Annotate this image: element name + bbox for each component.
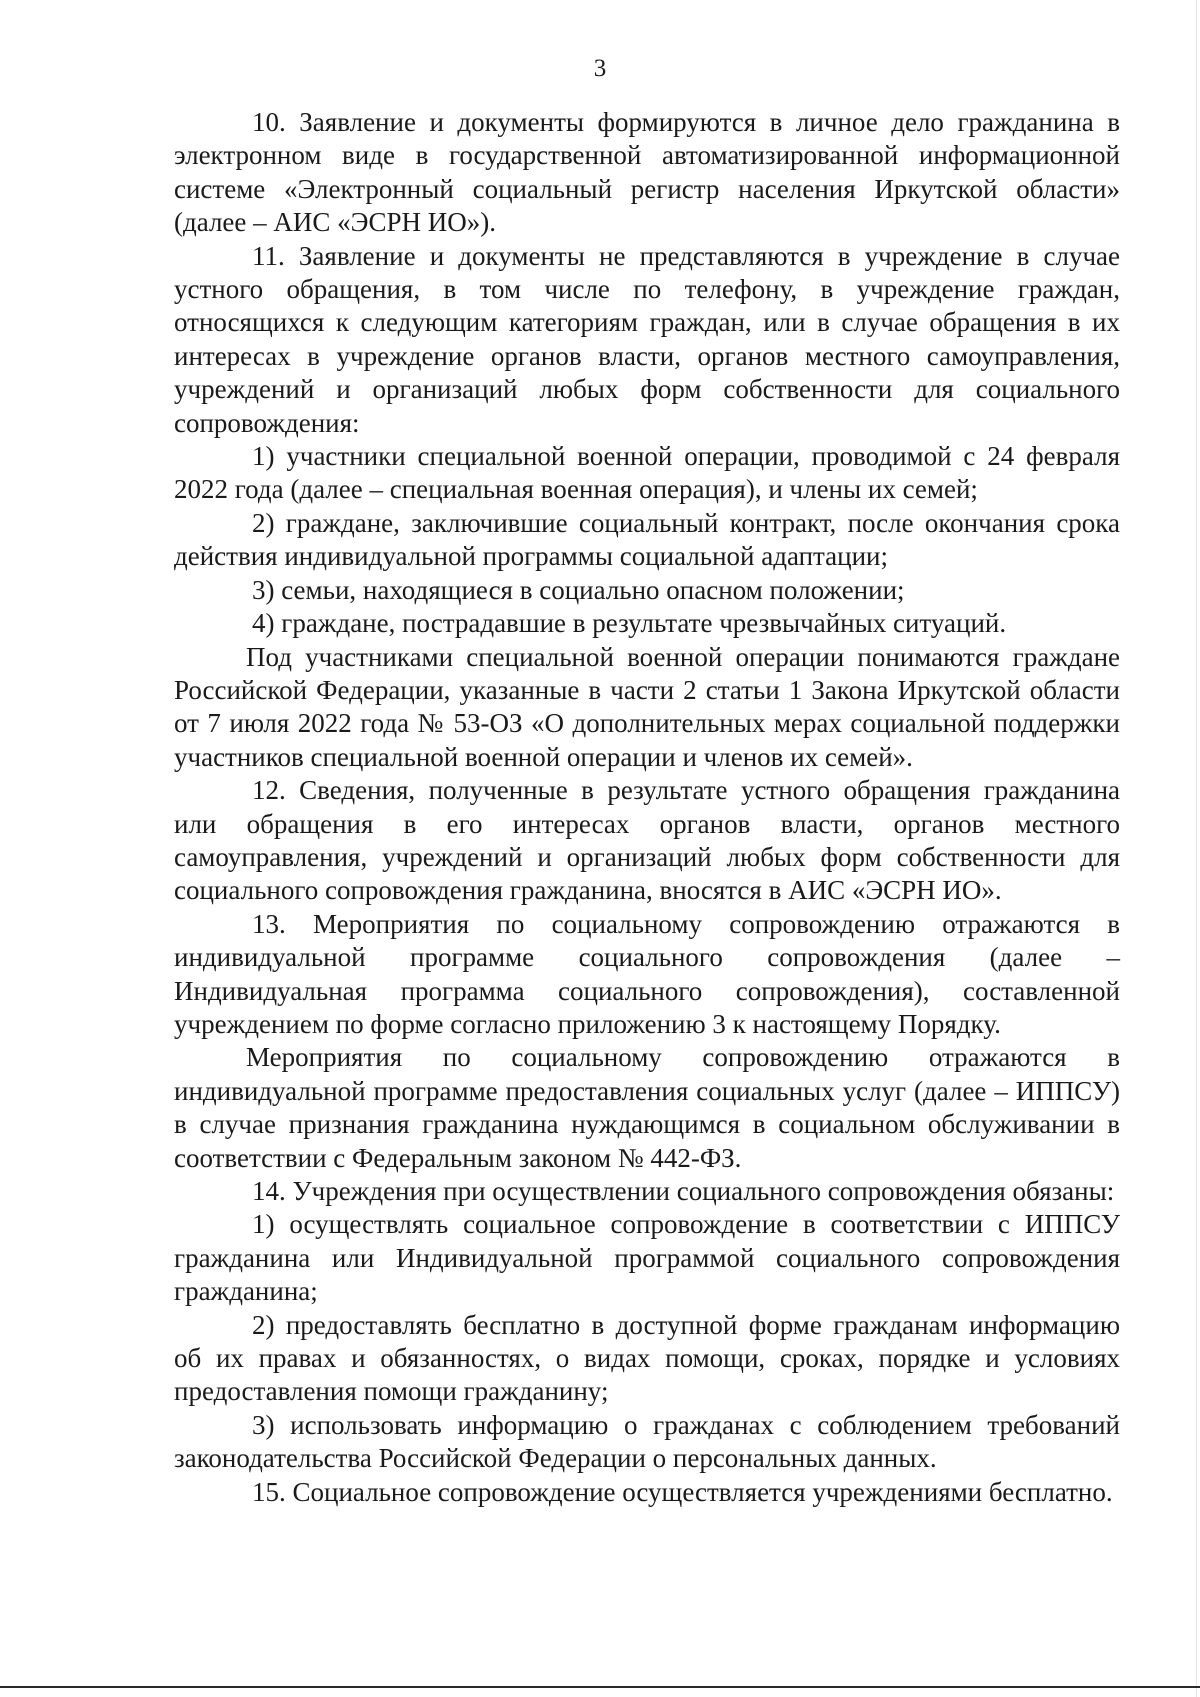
list-item-11-1: 1) участники специальной военной операции, проводимой с 24 февраля 2022 года (далее – специальная военная операция), и члены их семей;	[174, 441, 1120, 505]
list-item-14-1: 1) осуществлять социальное сопровождение в соответствии с ИППСУ гражданина или Индивидуальной программой социального сопровождения гражданина;	[174, 1209, 1120, 1307]
document-body	[174, 106, 1120, 1509]
list-item-11-3: 3) семьи, находящиеся в социально опасном положении;	[252, 574, 905, 605]
paragraph-12: 12. Сведения, полученные в результате устного обращения гражданина или обращения в его интересах органов власти, органов местного самоуправления, учреждений и организаций любых форм собственности для социального сопровождения гражданина, вносятся в АИС «ЭСРН ИО».	[174, 775, 1120, 906]
paragraph-15: 15. Социальное сопровождение осуществляется учреждениями бесплатно.	[252, 1476, 1113, 1507]
scan-bottom-line	[0, 1686, 1200, 1688]
list-item-14-2: 2) предоставлять бесплатно в доступной форме гражданам информацию об их правах и обязанностях, о видах помощи, сроках, порядке и условиях предоставления помощи гражданину;	[174, 1309, 1120, 1407]
list-item-11-4: 4) граждане, пострадавшие в результате чрезвычайных ситуаций.	[252, 608, 1007, 639]
paragraph-14: 14. Учреждения при осуществлении социального сопровождения обязаны:	[252, 1176, 1115, 1206]
paragraph-10: 10. Заявление и документы формируются в личное дело гражданина в электронном виде в государственной автоматизированной информационной системе «Электронный социальный регистр населения Иркутской области» (далее – АИС «ЭСРН ИО»).	[174, 107, 1120, 238]
list-item-11-2: 2) граждане, заключившие социальный контракт, после окончания срока действия индивидуальной программы социальной адаптации;	[174, 507, 1120, 572]
paragraph-11: 11. Заявление и документы не представляются в учреждение в случае устного обращения, в том числе по телефону, в учреждение граждан, относящихся к следующим категориям граждан, или в случае обращения в их интересах в учреждение органов власти, органов местного самоуправления, учреждений и организаций любых форм собственности для социального сопровождения:	[174, 240, 1120, 438]
page-number: 3	[593, 55, 607, 82]
scan-edge	[1196, 0, 1197, 1697]
paragraph-svo-definition: Под участниками специальной военной операции понимаются граждане Российской Федерации, указанные в части 2 статьи 1 Закона Иркутской области от 7 июля 2022 года № 53-ОЗ «О дополнительных мерах социальной поддержки участников специальной военной операции и членов их семей».	[174, 641, 1120, 772]
paragraph-13: 13. Мероприятия по социальному сопровождению отражаются в индивидуальной программе социального сопровождения (далее – Индивидуальная программа социального сопровождения), составленной учреждением по форме согласно приложению 3 к настоящему Порядку.	[174, 908, 1120, 1039]
paragraph-13-ippsu: Мероприятия по социальному сопровождению отражаются в индивидуальной программе предоставления социальных услуг (далее – ИППСУ) в случае признания гражданина нуждающимся в социальном обслуживании в соответствии с Федеральным законом № 442-ФЗ.	[174, 1042, 1120, 1173]
list-item-14-3: 3) использовать информацию о гражданах с соблюдением требований законодательства Российской Федерации о персональных данных.	[174, 1409, 1120, 1474]
